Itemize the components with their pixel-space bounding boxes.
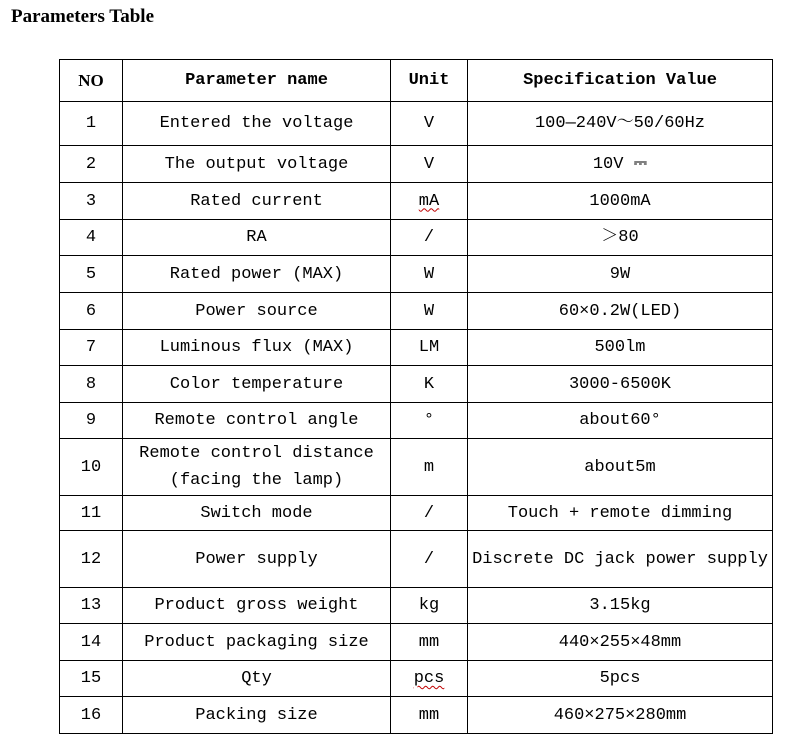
table-row [60, 366, 773, 403]
parameter-unit: V [391, 146, 468, 183]
parameter-name: Power source [123, 293, 391, 330]
table-row [60, 403, 773, 439]
row-number: 9 [60, 403, 123, 439]
table-row [60, 588, 773, 624]
table-row [60, 256, 773, 293]
parameter-unit: K [391, 366, 468, 403]
specification-value: Touch + remote dimming [468, 496, 773, 531]
table-row [60, 220, 773, 256]
table-row [60, 496, 773, 531]
row-number: 5 [60, 256, 123, 293]
table-row [60, 293, 773, 330]
parameter-name: Remote control angle [123, 403, 391, 439]
parameter-name: The output voltage [123, 146, 391, 183]
specification-value: 1000mA [468, 183, 773, 220]
table-row [60, 330, 773, 366]
specification-value: 100—240V～50/60Hz [468, 102, 773, 146]
row-number: 8 [60, 366, 123, 403]
specification-value: 5pcs [468, 661, 773, 697]
row-number: 16 [60, 697, 123, 734]
parameter-unit: W [391, 293, 468, 330]
parameter-name: Entered the voltage [123, 102, 391, 146]
header-unit: Unit [391, 60, 468, 102]
page-title: Parameters Table [11, 6, 155, 27]
parameter-name: Rated current [123, 183, 391, 220]
parameter-name: Power supply [123, 531, 391, 588]
parameter-unit: V [391, 102, 468, 146]
header-no: NO [60, 60, 123, 102]
parameter-unit: mA [418, 191, 440, 211]
parameter-unit: W [391, 256, 468, 293]
parameter-unit: m [391, 439, 468, 496]
table-row [60, 661, 773, 697]
parameter-name: Product packaging size [123, 624, 391, 661]
specification-value: Discrete DC jack power supply [468, 531, 773, 588]
row-number: 4 [60, 220, 123, 256]
parameter-name: Packing size [123, 697, 391, 734]
header-specification-value: Specification Value [468, 60, 773, 102]
parameter-unit: / [391, 220, 468, 256]
row-number: 12 [60, 531, 123, 588]
specification-value: 60×0.2W(LED) [468, 293, 773, 330]
table-row [60, 624, 773, 661]
specification-value: 10V ⎓ [468, 146, 773, 183]
specification-value: about60° [468, 403, 773, 439]
row-number: 6 [60, 293, 123, 330]
row-number: 15 [60, 661, 123, 697]
parameter-unit: ° [391, 403, 468, 439]
row-number: 7 [60, 330, 123, 366]
parameter-name: RA [123, 220, 391, 256]
parameter-unit: mm [391, 697, 468, 734]
table-row [60, 102, 773, 146]
parameter-unit: / [391, 531, 468, 588]
parameter-name: Color temperature [123, 366, 391, 403]
row-number: 1 [60, 102, 123, 146]
parameter-unit: pcs [413, 669, 445, 688]
row-number: 13 [60, 588, 123, 624]
parameter-name: Switch mode [123, 496, 391, 531]
row-number: 14 [60, 624, 123, 661]
specification-value: 460×275×280mm [468, 697, 773, 734]
parameter-unit: kg [391, 588, 468, 624]
header-parameter-name: Parameter name [123, 60, 391, 102]
specification-value: 3000-6500K [468, 366, 773, 403]
parameters-table [59, 59, 773, 734]
table-row [60, 146, 773, 183]
parameter-name: Rated power (MAX) [123, 256, 391, 293]
specification-value: 440×255×48mm [468, 624, 773, 661]
parameter-name: Luminous flux (MAX) [123, 330, 391, 366]
specification-value: 500lm [468, 330, 773, 366]
parameter-unit: LM [391, 330, 468, 366]
row-number: 3 [60, 183, 123, 220]
parameter-name: Remote control distance (facing the lamp) [123, 439, 391, 496]
specification-value: about5m [468, 439, 773, 496]
specification-value: ＞80 [468, 220, 773, 256]
table-row [60, 531, 773, 588]
parameter-name: Product gross weight [123, 588, 391, 624]
row-number: 2 [60, 146, 123, 183]
row-number: 10 [60, 439, 123, 496]
table-row [60, 183, 773, 220]
table-header-row [60, 60, 773, 102]
table-row [60, 439, 773, 496]
parameter-unit: / [391, 496, 468, 531]
specification-value: 9W [468, 256, 773, 293]
parameter-name: Qty [123, 661, 391, 697]
specification-value: 3.15kg [468, 588, 773, 624]
parameter-unit: mm [391, 624, 468, 661]
table-row [60, 697, 773, 734]
row-number: 11 [60, 496, 123, 531]
